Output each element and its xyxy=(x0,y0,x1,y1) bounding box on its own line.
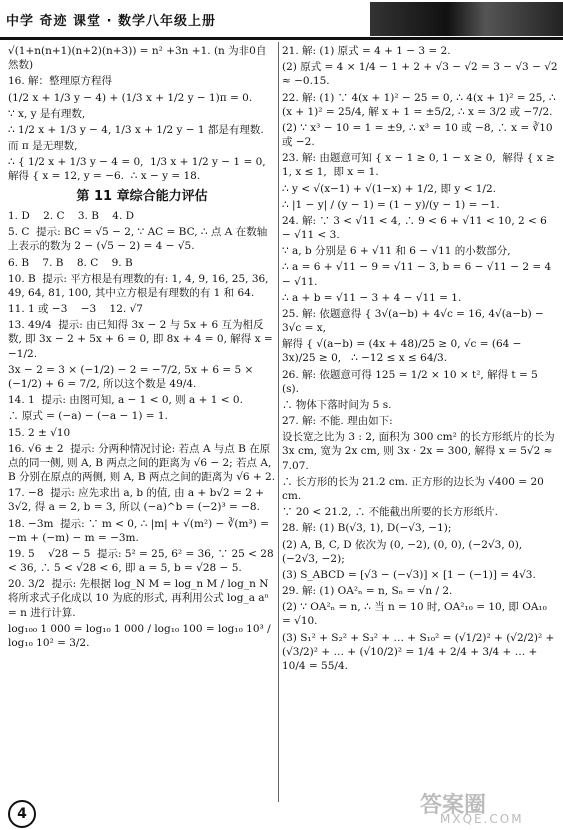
answer-line: 6. B 7. B 8. C 9. B xyxy=(8,256,133,269)
answer-line: 19. 5 √28 − 5 提示: 5² = 25, 6² = 36, ∵ 25 < 28 < 36, ∴ 5 < √28 < 6, 即 a = 5, b = √28 − 5. xyxy=(8,547,277,575)
section-title: 第 11 章综合能力评估 xyxy=(76,188,208,204)
answer-line: ∴ y < √(x−1) + √(1−x) + 1/2, 即 y < 1/2. xyxy=(282,182,496,195)
answer-line: 设长宽之比为 3 : 2, 面积为 300 cm² 的长方形纸片的长为 3x cm, 宽为 2x cm, 则 3x · 2x = 300, 解得 x = 5√2 ≈ 7.07. xyxy=(282,431,559,472)
header-rule xyxy=(0,37,563,40)
answer-line: 20. 3/2 提示: 先根据 log_N M = log_n M / log_n N 将所求式子化成以 10 为底的形式, 再利用公式 log_a aⁿ = n 进行计算. xyxy=(8,578,273,619)
watermark-url: MXQE.COM xyxy=(440,812,524,826)
answer-line: 1. D 2. C 3. B 4. D xyxy=(8,210,135,223)
answer-line: 16. √6 ± 2 提示: 分两种情况讨论: 若点 A 与点 B 在原点的同一侧, 则 A, B 两点之间的距离为 √6 − 2; 若点 A, B 分别在原点的两侧, 则 A, B 两点之间的距离为 √6 + 2. xyxy=(8,442,276,484)
left-column xyxy=(8,44,276,652)
answer-line: 29. 解: (1) OA²ₙ = n, Sₙ = √n / 2. xyxy=(282,585,453,598)
answer-line: 16. 解：整理原方程得 xyxy=(8,75,113,88)
answer-line: 21. 解: (1) 原式 = 4 + 1 − 3 = 2. xyxy=(282,45,451,57)
answer-line: 解得 { √(a−b) = (4x + 48)/25 ≥ 0, √c = (64 − 3x)/25 ≥ 0, ∴ −12 ≤ x ≤ 64/3. xyxy=(282,338,525,365)
answer-line: 17. −8 提示: 应先求出 a, b 的值, 由 a + b√2 = 2 + 3√2, 得 a = 2, b = 3, 所以 (−a)^b = (−2)³ = −8. xyxy=(8,487,268,514)
answer-line: 28. 解: (1) B(√3, 1), D(−√3, −1); xyxy=(282,522,452,535)
answer-line: log₁₀₀ 1 000 = log₁₀ 1 000 / log₁₀ 100 = log₁₀ 10³ / log₁₀ 10² = 3/2. xyxy=(8,622,274,649)
answer-line: 24. 解: ∵ 3 < √11 < 4, ∴ 9 < 6 + √11 < 10, 2 < 6 − √11 < 3. xyxy=(282,214,551,242)
answer-line: 15. 2 ± √10 xyxy=(8,426,71,439)
answer-line: (3) S₁² + S₂² + S₃² + … + S₁₀² = (√1/2)² + (√2/2)² + (√3/2)² + … + (√10/2)² = 1/4 + 2/4 + 3/4 + … + 10/4 = 55/4. xyxy=(282,631,558,672)
column-divider xyxy=(278,42,279,802)
answer-line: ∴ 物体下落时间为 5 s. xyxy=(282,398,392,411)
answer-line: 13. 49/4 提示: 由已知得 3x − 2 与 5x + 6 互为相反数, 即 3x − 2 + 5x + 6 = 0, 即 8x + 4 = 0, 解得 x = −1/2. xyxy=(8,319,276,360)
answer-line: (2) ∵ x³ − 10 = 1 = ±9, ∴ x³ = 10 或 −8, ∴ x = ∛10 或 −2. xyxy=(282,121,556,149)
answer-line: (2) ∵ OA²ₙ = n, ∴ 当 n = 10 时, OA²₁₀ = 10, 即 OA₁₀ = √10. xyxy=(282,601,551,628)
answer-line: 26. 解: 依题意可得 125 = 1/2 × 10 × t², 解得 t = 5 (s). xyxy=(282,368,542,395)
answer-line: 18. −3m 提示: ∵ m < 0, ∴ |m| + √(m²) − ∛(m³) = −m + (−m) − m = −3m. xyxy=(8,517,273,544)
header-decoration xyxy=(370,2,563,36)
answer-line: ∴ a = 6 + √11 − 9 = √11 − 3, b = 6 − √11 − 2 = 4 − √11. xyxy=(282,261,555,288)
page-number: 4 xyxy=(8,800,36,828)
answer-line: ∵ a, b 分别是 6 + √11 和 6 − √11 的小数部分, xyxy=(282,245,511,258)
answer-line: ∴ 长方形的长为 21.2 cm. 正方形的边长为 √400 = 20 cm. xyxy=(282,475,548,502)
answer-line: 23. 解: 由题意可知 { x − 1 ≥ 0, 1 − x ≥ 0, 解得 { x ≥ 1, x ≤ 1, 即 x = 1. xyxy=(282,152,559,179)
answer-line: ∴ { 1/2 x + 1/3 y − 4 = 0, 1/3 x + 1/2 y − 1 = 0, 解得 { x = 12, y = −6. ∴ x − y = 18. xyxy=(8,156,276,183)
answer-line: 22. 解: (1) ∵ 4(x + 1)² − 25 = 0, ∴ 4(x + 1)² = 25, ∴ (x + 1)² = 25/4, 解 x + 1 = ±5/2, ∴ x = 3/2 或 −7/2. xyxy=(282,91,559,118)
answer-line: ∵ 20 < 21.2, ∴ 不能截出所要的长方形纸片. xyxy=(282,506,498,519)
answer-line: 25. 解: 依题意得 { 3√(a−b) + 4√c = 16, 4√(a−b) − 3√c = x, xyxy=(282,307,548,335)
answer-line: ∴ 原式 = (−a) − (−a − 1) = 1. xyxy=(8,410,168,423)
book-title: 中学 奇迹 课堂 · 数学八年级上册 xyxy=(6,14,217,29)
answer-line: 3x − 2 = 3 × (−1/2) − 2 = −7/2, 5x + 6 = 5 × (−1/2) + 6 = 7/2, 所以这个数是 49/4. xyxy=(8,363,257,390)
answer-line: (2) A, B, C, D 依次为 (0, −2), (0, 0), (−2√3, 0), (−2√3, −2); xyxy=(282,538,526,565)
answer-line: ∵ x, y 是有理数, xyxy=(8,107,86,120)
answer-line: (3) S_ABCD = [√3 − (−√3)] × [1 − (−1)] = 4√3. xyxy=(282,568,536,581)
answer-line: √(1+n(n+1)(n+2)(n+3)) = n² +3n +1. (n 为非0自然数) xyxy=(8,45,267,72)
answer-line: ∴ |1 − y| / (y − 1) = (1 − y)/(y − 1) = −1. xyxy=(282,198,500,211)
answer-line: ∴ a + b = √11 − 3 + 4 − √11 = 1. xyxy=(282,291,462,304)
answer-line: (2) 原式 = 4 × 1/4 − 1 + 2 + √3 − √2 = 3 − √3 − √2 ≈ −0.15. xyxy=(282,61,561,88)
watermark-logo: 答案圈 xyxy=(420,793,487,818)
page-header xyxy=(0,0,563,40)
answer-line: ∴ 1/2 x + 1/3 y − 4, 1/3 x + 1/2 y − 1 都是有理数. xyxy=(8,123,264,136)
answer-line: 14. 1 提示: 由图可知, a − 1 < 0, 则 a + 1 < 0. xyxy=(8,394,243,407)
answer-line: 10. B 提示: 平方根是有理数的有: 1, 4, 9, 16, 25, 36, 49, 64, 81, 100, 其中立方根是有理数的有 1 和 64. xyxy=(8,272,272,299)
answer-line: 11. 1 或 −3 −3 12. √7 xyxy=(8,303,143,316)
answer-line: 5. C 提示: BC = √5 − 2, ∵ AC = BC, ∴ 点 A 在数轴上表示的数为 2 − (√5 − 2) = 4 − √5. xyxy=(8,226,268,253)
answer-line: 而 π 是无理数, xyxy=(8,140,78,153)
answer-line: 27. 解: 不能. 理由如下: xyxy=(282,415,393,428)
right-column xyxy=(282,44,561,675)
answer-line: (1/2 x + 1/3 y − 4) + (1/3 x + 1/2 y − 1)π = 0. xyxy=(8,91,253,104)
